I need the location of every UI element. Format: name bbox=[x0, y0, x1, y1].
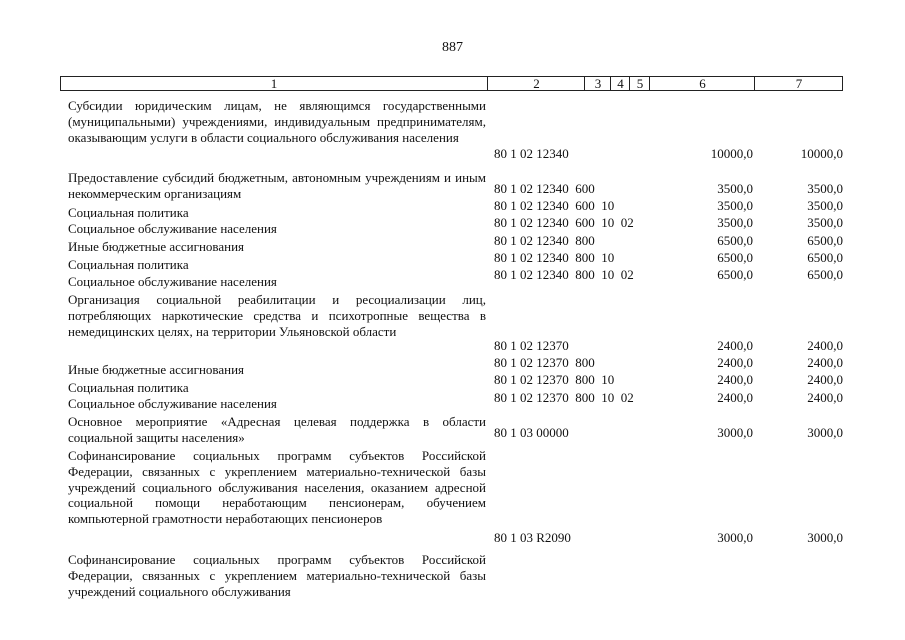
header-col-1: 1 bbox=[270, 76, 278, 91]
row-value-col6: 2400,0 bbox=[717, 390, 753, 405]
row-value-col7: 10000,0 bbox=[800, 146, 843, 161]
row-description: Софинансирование социальных программ субъектов Российской Федерации, связанных с укреплением материально-технической базы учреждений социального обслуживания bbox=[68, 552, 486, 599]
row-value-col7: 3000,0 bbox=[807, 530, 843, 545]
row-value-col7: 2400,0 bbox=[807, 355, 843, 370]
row-value-col7: 3500,0 bbox=[807, 181, 843, 196]
header-col-5: 5 bbox=[629, 77, 650, 90]
row-description: Социальное обслуживание населения bbox=[68, 221, 277, 236]
row-description: Субсидии юридическим лицам, не являющимся государственными (муниципальными) учреждениями, индивидуальным предпринимателям, оказывающим услуги в области социального обслуживания населения bbox=[68, 98, 486, 145]
row-value-col7: 2400,0 bbox=[807, 372, 843, 387]
header-col-4: 4 bbox=[610, 77, 630, 90]
row-value-col6: 6500,0 bbox=[717, 250, 753, 265]
row-code: 80 1 02 12370 800 10 bbox=[494, 372, 615, 387]
row-code: 80 1 02 12340 bbox=[494, 146, 569, 161]
row-description: Социальное обслуживание населения bbox=[68, 274, 277, 289]
row-value-col6: 10000,0 bbox=[710, 146, 753, 161]
row-value-col7: 2400,0 bbox=[807, 338, 843, 353]
row-value-col7: 6500,0 bbox=[807, 233, 843, 248]
row-code: 80 1 02 12340 600 10 02 bbox=[494, 215, 634, 230]
row-code: 80 1 02 12340 600 bbox=[494, 181, 595, 196]
row-value-col7: 6500,0 bbox=[807, 250, 843, 265]
row-code: 80 1 02 12370 bbox=[494, 338, 569, 353]
row-value-col6: 3000,0 bbox=[717, 425, 753, 440]
row-value-col6: 3500,0 bbox=[717, 181, 753, 196]
row-code: 80 1 02 12340 600 10 bbox=[494, 198, 615, 213]
row-value-col6: 2400,0 bbox=[717, 338, 753, 353]
row-value-col7: 3500,0 bbox=[807, 215, 843, 230]
row-description: Иные бюджетные ассигнования bbox=[68, 362, 245, 377]
header-col-3: 3 bbox=[584, 77, 611, 90]
row-value-col7: 3000,0 bbox=[807, 425, 843, 440]
header-col-7: 7 bbox=[754, 77, 843, 90]
row-value-col6: 3500,0 bbox=[717, 198, 753, 213]
header-col-2: 2 bbox=[487, 77, 585, 90]
row-description: Организация социальной реабилитации и ресоциализации лиц, потребляющих наркотические средства и психотропные вещества в немедицинских целях, на территории Ульяновской области bbox=[68, 292, 486, 339]
row-description: Социальная политика bbox=[68, 257, 189, 272]
row-description: Социальная политика bbox=[68, 205, 189, 220]
row-code: 80 1 03 R2090 bbox=[494, 530, 571, 545]
row-description: Основное мероприятие «Адресная целевая поддержка в области социальной защиты населения» bbox=[68, 414, 486, 445]
row-value-col7: 3500,0 bbox=[807, 198, 843, 213]
row-value-col6: 2400,0 bbox=[717, 372, 753, 387]
row-description: Предоставление субсидий бюджетным, автономным учреждениям и иным некоммерческим организациям bbox=[68, 170, 486, 201]
table-header bbox=[60, 76, 843, 91]
row-code: 80 1 02 12340 800 bbox=[494, 233, 595, 248]
row-code: 80 1 02 12370 800 bbox=[494, 355, 595, 370]
row-description: Социальное обслуживание населения bbox=[68, 396, 277, 411]
row-description: Социальная политика bbox=[68, 380, 189, 395]
row-code: 80 1 02 12340 800 10 02 bbox=[494, 267, 634, 282]
row-description: Иные бюджетные ассигнования bbox=[68, 239, 245, 254]
row-value-col7: 2400,0 bbox=[807, 390, 843, 405]
row-code: 80 1 03 00000 bbox=[494, 425, 569, 440]
row-code: 80 1 02 12340 800 10 bbox=[494, 250, 615, 265]
page-number: 887 bbox=[442, 40, 463, 55]
row-value-col6: 6500,0 bbox=[717, 267, 753, 282]
row-value-col6: 2400,0 bbox=[717, 355, 753, 370]
row-value-col6: 3000,0 bbox=[717, 530, 753, 545]
row-code: 80 1 02 12370 800 10 02 bbox=[494, 390, 634, 405]
row-description: Софинансирование социальных программ субъектов Российской Федерации, связанных с укреплением материально-технической базы учреждений социального обслуживания населения, оказанием адресной социальной помощи неработающим пенсионерам, обучением компьютерной грамотности неработающих пенсионеров bbox=[68, 448, 486, 527]
row-value-col6: 3500,0 bbox=[717, 215, 753, 230]
row-value-col6: 6500,0 bbox=[717, 233, 753, 248]
row-value-col7: 6500,0 bbox=[807, 267, 843, 282]
header-col-6: 6 bbox=[649, 77, 755, 90]
